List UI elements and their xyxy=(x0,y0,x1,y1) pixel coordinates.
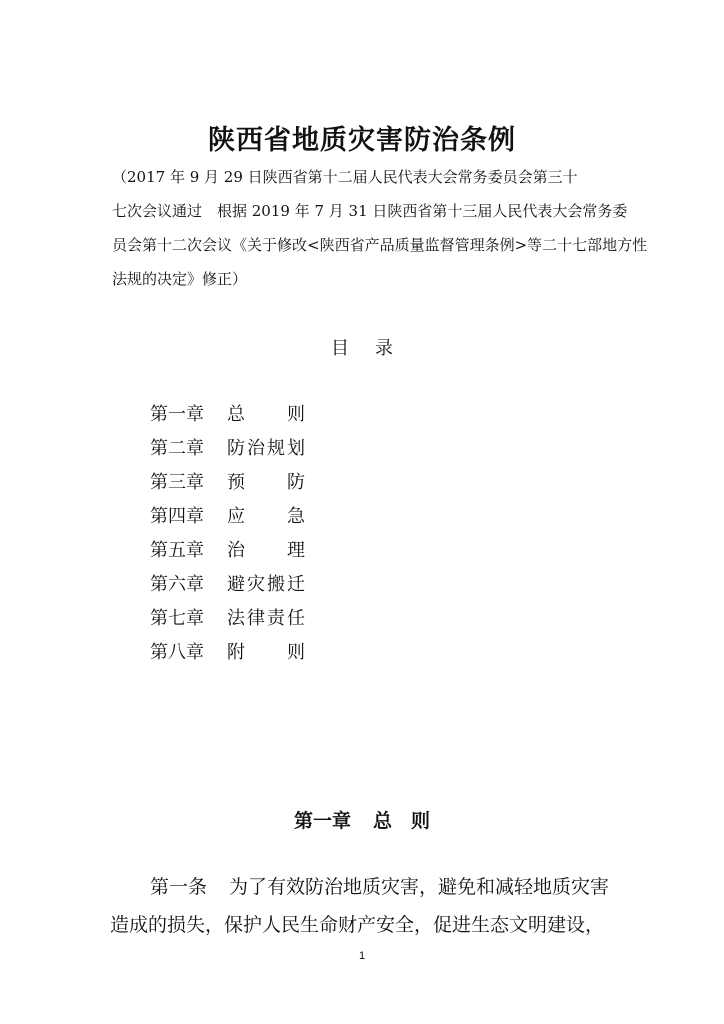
toc-chapter-number: 第一章 xyxy=(150,404,204,425)
toc-item xyxy=(150,568,305,602)
article-text: 为了有效防治地质灾害，避免和减轻地质灾害 xyxy=(229,876,610,898)
adoption-note-line: 七次会议通过 根据 2019 年 7 月 31 日陕西省第十三届人民代表大会常务委 xyxy=(112,202,628,220)
toc-chapter-name: 附则 xyxy=(227,642,305,663)
chapter-heading-number: 第一章 xyxy=(293,810,351,832)
toc-chapter-number: 第五章 xyxy=(150,540,204,561)
article-text-line: 造成的损失，保护人民生命财产安全，促进生态文明建设， xyxy=(110,914,605,936)
article-label: 第一条 xyxy=(150,876,208,898)
adoption-note xyxy=(112,160,648,296)
adoption-note-line: 员会第十二次会议《关于修改<陕西省产品质量监督管理条例>等二十七部地方性 xyxy=(112,236,648,254)
table-of-contents xyxy=(150,398,305,670)
article-body xyxy=(110,868,620,944)
article-first-line xyxy=(110,868,620,906)
page-number: 1 xyxy=(358,950,366,962)
toc-chapter-name: 应急 xyxy=(227,506,305,527)
toc-item xyxy=(150,602,305,636)
toc-chapter-name: 预防 xyxy=(227,472,305,493)
chapter-heading-name: 总 则 xyxy=(373,810,431,832)
toc-item xyxy=(150,466,305,500)
adoption-note-line: （2017 年 9 月 29 日陕西省第十二届人民代表大会常务委员会第三十 xyxy=(112,168,578,186)
toc-item xyxy=(150,500,305,534)
toc-chapter-number: 第七章 xyxy=(150,608,204,629)
chapter-heading xyxy=(0,806,724,833)
toc-item xyxy=(150,534,305,568)
toc-chapter-name: 法律责任 xyxy=(227,608,305,629)
toc-item xyxy=(150,398,305,432)
adoption-note-line: 法规的决定》修正） xyxy=(112,270,248,288)
toc-chapter-name: 总则 xyxy=(227,404,305,425)
toc-chapter-number: 第四章 xyxy=(150,506,204,527)
toc-chapter-number: 第六章 xyxy=(150,574,204,595)
toc-chapter-name: 防治规划 xyxy=(227,438,305,459)
toc-heading: 目录 xyxy=(331,338,419,359)
toc-chapter-name: 避灾搬迁 xyxy=(227,574,305,595)
document-title: 陕西省地质灾害防治条例 xyxy=(208,125,516,156)
toc-chapter-number: 第二章 xyxy=(150,438,204,459)
toc-item xyxy=(150,636,305,670)
toc-chapter-number: 第三章 xyxy=(150,472,204,493)
toc-item xyxy=(150,432,305,466)
toc-chapter-number: 第八章 xyxy=(150,642,204,663)
toc-chapter-name: 治理 xyxy=(227,540,305,561)
